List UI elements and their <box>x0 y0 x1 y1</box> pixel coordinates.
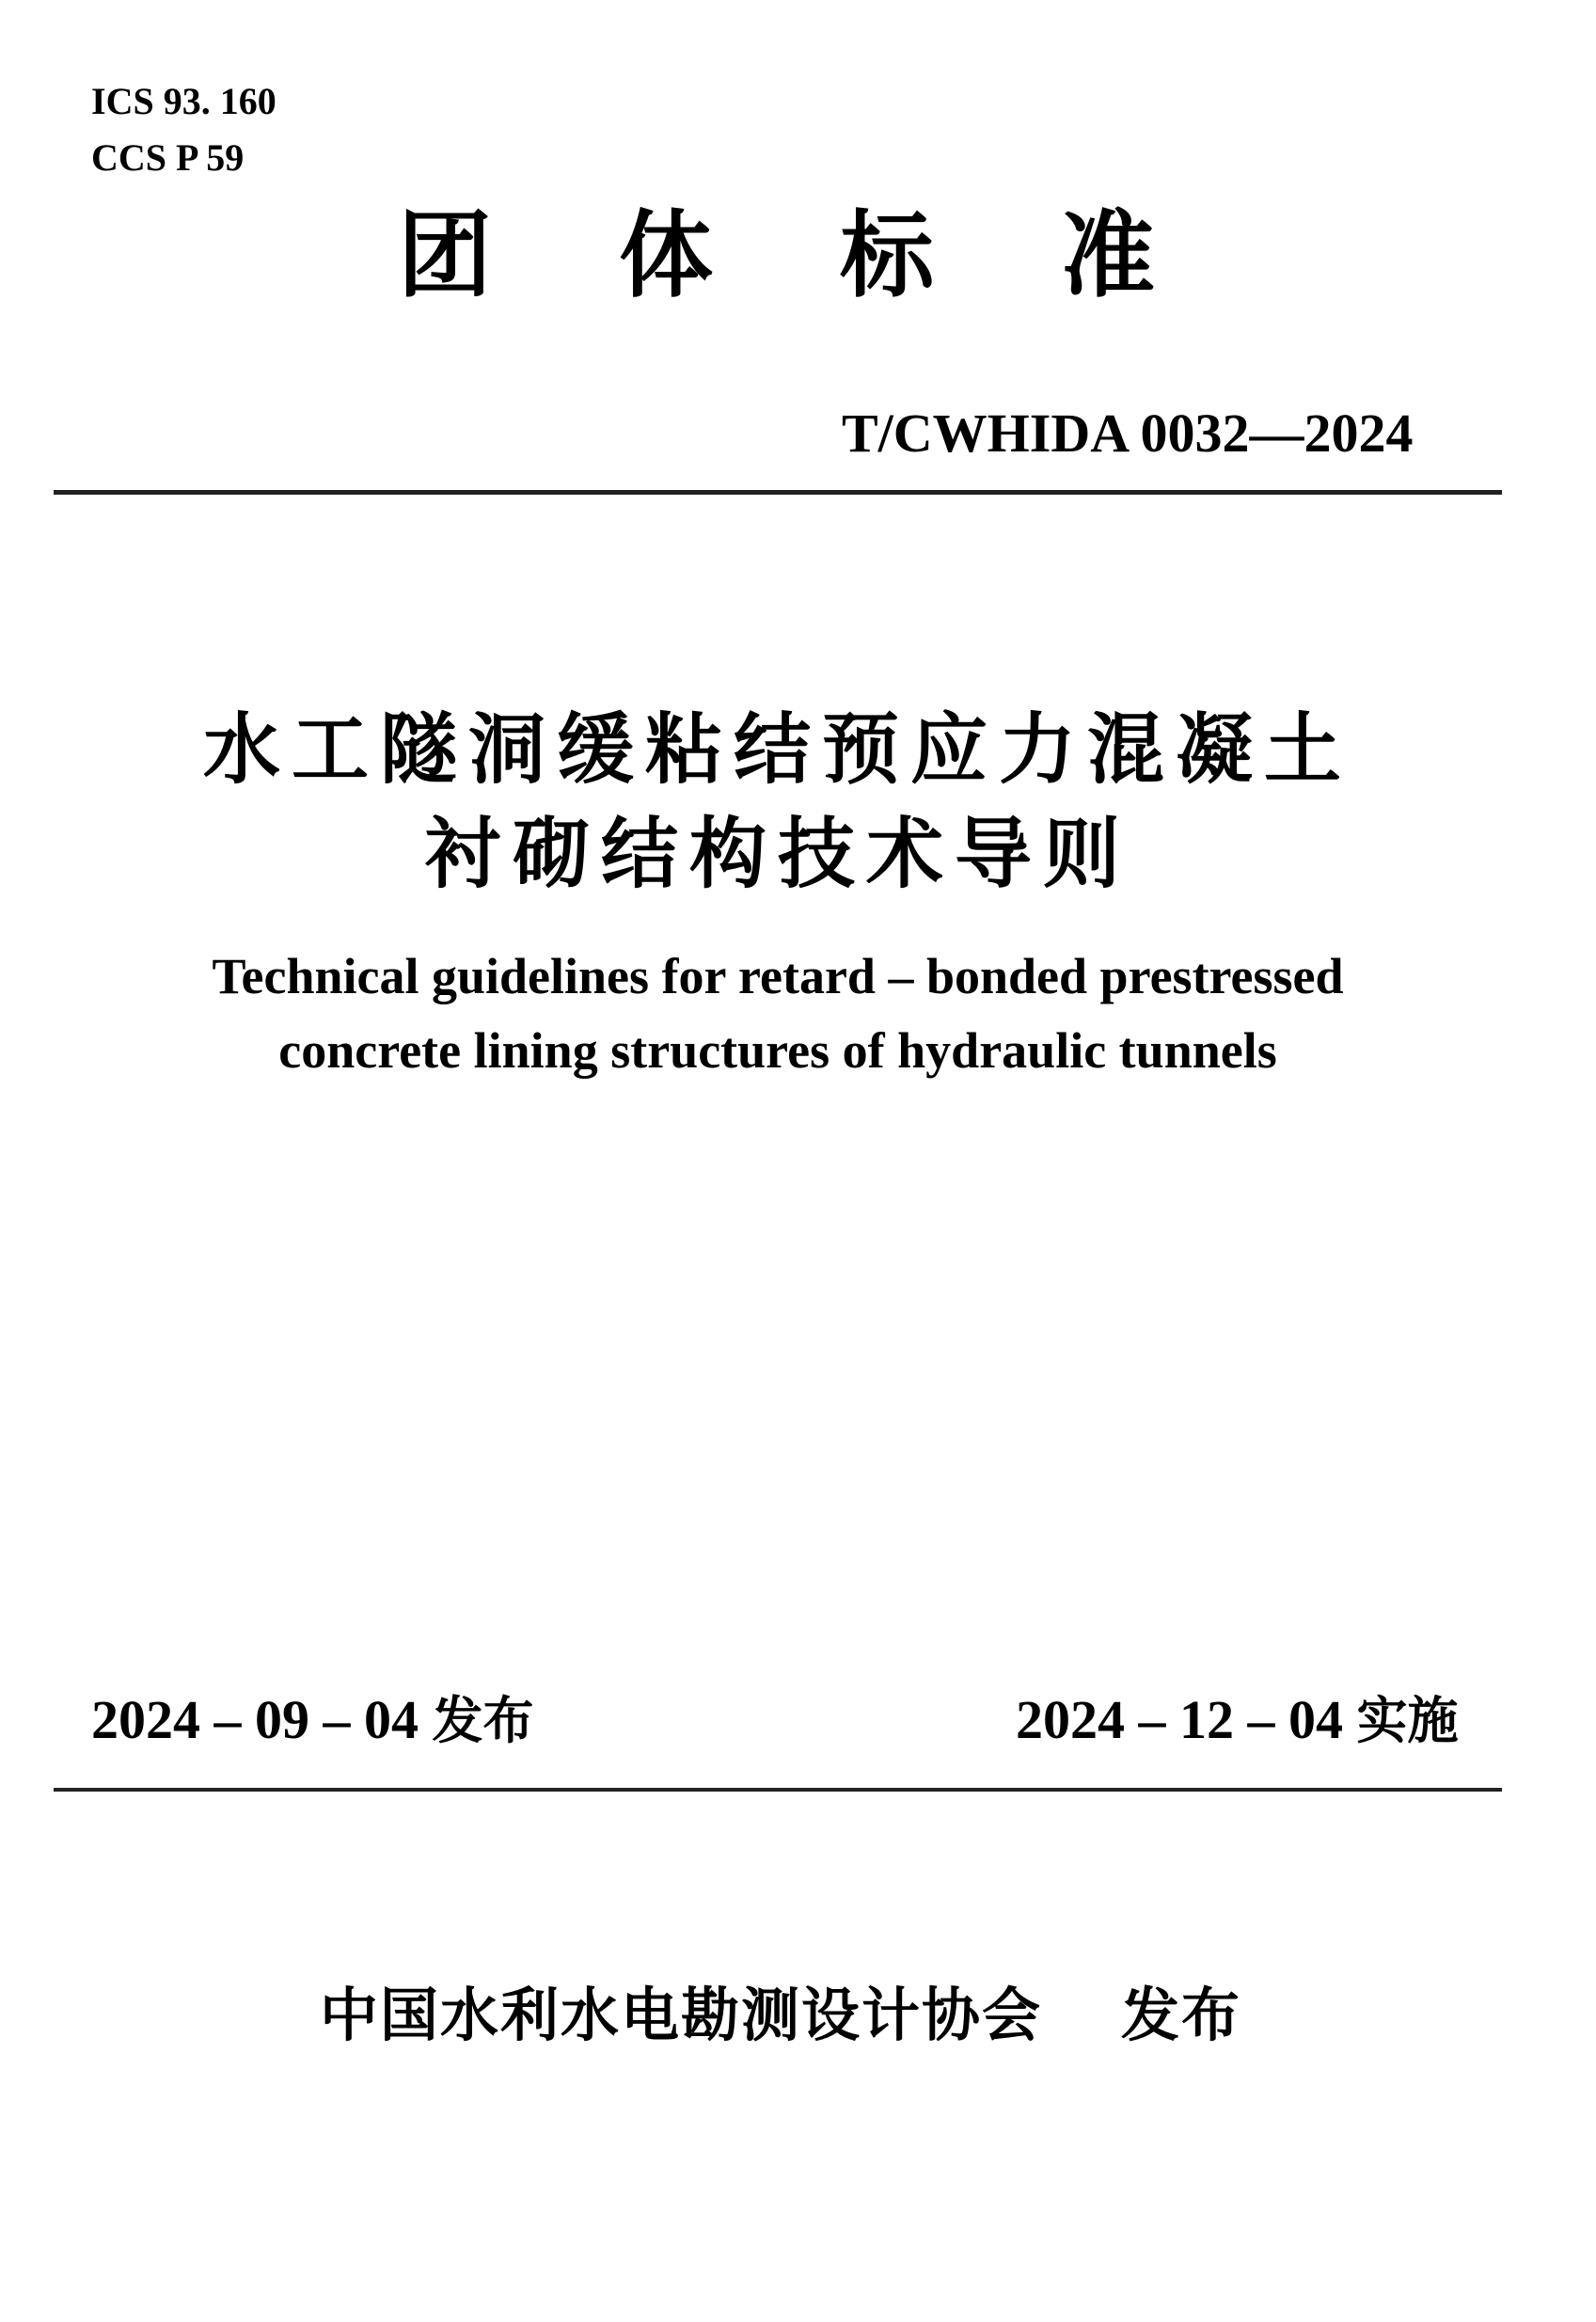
standard-number: T/CWHIDA 0032—2024 <box>842 403 1414 464</box>
implementation-date: 2024 – 12 – 04 <box>1016 1689 1343 1750</box>
publisher-line <box>320 1981 1242 2049</box>
chinese-title-line-2: 衬砌结构技术导则 <box>423 810 1131 899</box>
english-title-line-1: Technical guidelines for retard – bonded prestressed <box>212 948 1344 1004</box>
implementation-date-block <box>1016 1689 1459 1750</box>
chinese-title-line-1: 水工隧洞缓粘结预应力混凝土 <box>202 705 1352 795</box>
issue-label: 发布 <box>432 1691 534 1750</box>
top-divider <box>54 490 1502 495</box>
implementation-label: 实施 <box>1356 1691 1459 1750</box>
publisher-name: 中国水利水电勘测设计协会 <box>320 1981 1043 2049</box>
english-title-line-2: concrete lining structures of hydraulic tunnels <box>278 1022 1277 1079</box>
document-type-heading: 团体标准 <box>398 200 1282 310</box>
publisher-action: 发布 <box>1121 1981 1242 2049</box>
issue-date-block <box>91 1689 534 1750</box>
bottom-divider <box>54 1788 1502 1792</box>
issue-date: 2024 – 09 – 04 <box>91 1689 419 1750</box>
ccs-code: CCS P 59 <box>91 136 245 179</box>
ics-code: ICS 93. 160 <box>91 80 277 122</box>
